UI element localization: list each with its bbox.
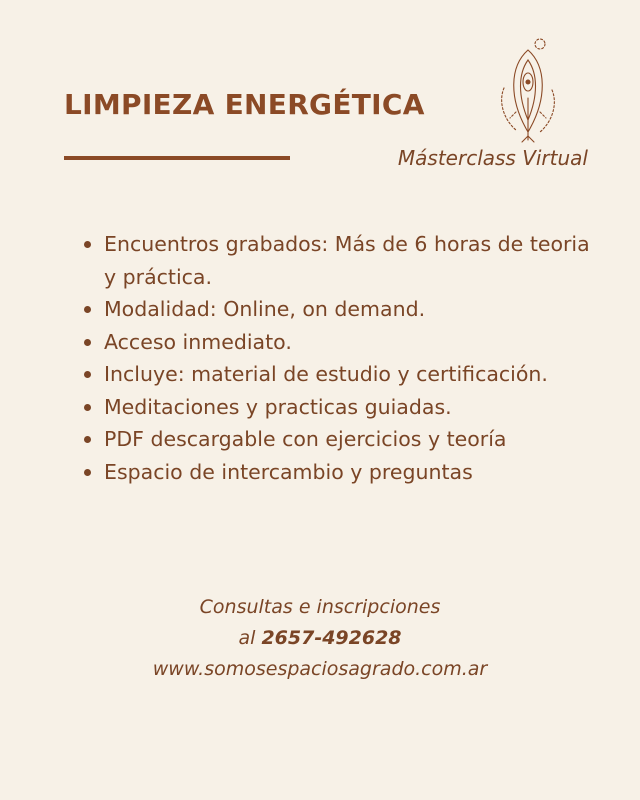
phone-prefix: al (238, 627, 256, 649)
title-underline (64, 156, 290, 160)
feather-icon (496, 36, 560, 144)
list-item: Encuentros grabados: Más de 6 horas de teoria y práctica. (82, 228, 592, 293)
contact-section (0, 592, 640, 685)
contact-line: Consultas e inscripciones (199, 596, 441, 618)
website-link[interactable]: www.somosespaciosagrado.com.ar (152, 658, 488, 680)
subtitle: Másterclass Virtual (397, 146, 588, 170)
phone-line (0, 623, 640, 654)
list-item: PDF descargable con ejercicios y teoría (82, 423, 592, 456)
list-item: Incluye: material de estudio y certificación. (82, 358, 592, 391)
page-title: LIMPIEZA ENERGÉTICA (64, 88, 425, 121)
list-item: Espacio de intercambio y preguntas (82, 456, 592, 489)
list-item: Acceso inmediato. (82, 326, 592, 359)
features-list (82, 228, 592, 488)
phone-number[interactable]: 2657-492628 (261, 627, 402, 649)
list-item: Modalidad: Online, on demand. (82, 293, 592, 326)
list-item: Meditaciones y practicas guiadas. (82, 391, 592, 424)
